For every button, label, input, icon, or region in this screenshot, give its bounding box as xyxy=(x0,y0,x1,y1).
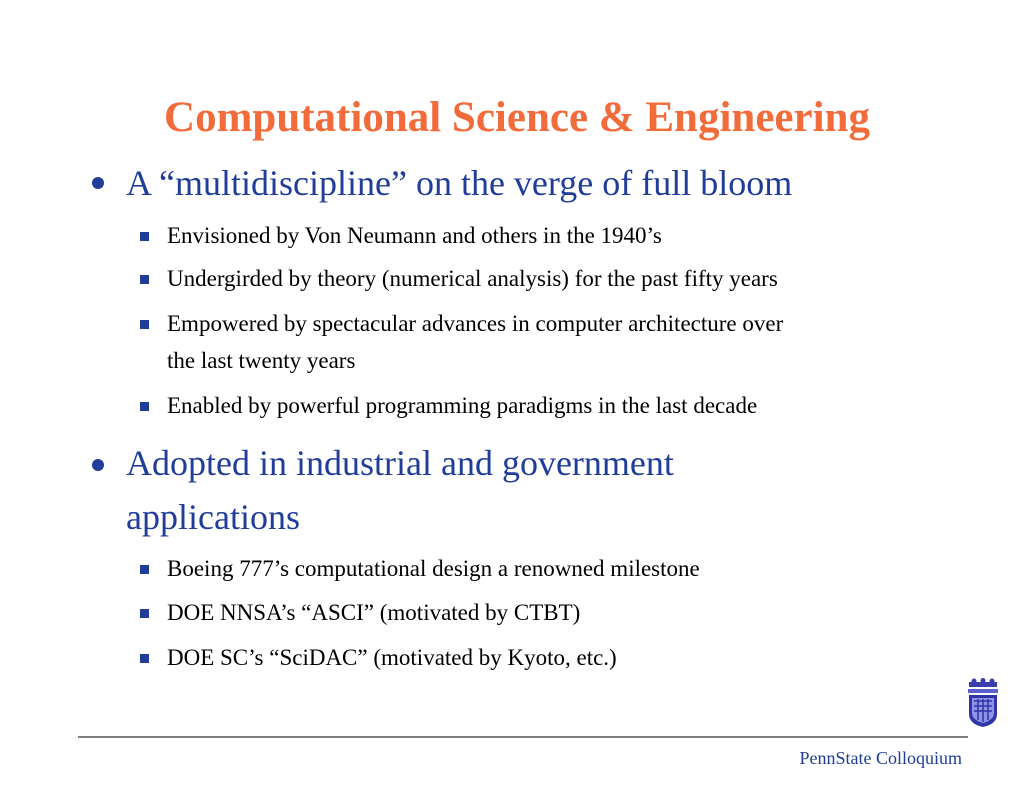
bullet-dot-icon xyxy=(92,459,104,471)
square-bullet-icon xyxy=(140,654,149,663)
sub-point-1-1: Envisioned by Von Neumann and others in the 1940’s xyxy=(167,223,662,248)
sub-point-2-3: DOE SC’s “SciDAC” (motivated by Kyoto, etc.) xyxy=(167,645,617,670)
sub-point-2-2: DOE NNSA’s “ASCI” (motivated by CTBT) xyxy=(167,600,581,625)
square-bullet-icon xyxy=(140,320,149,329)
bullet-dot-icon xyxy=(92,177,104,189)
sub-point-1-4: Enabled by powerful programming paradigms in the last decade xyxy=(167,393,758,418)
university-shield-icon xyxy=(966,678,1000,728)
square-bullet-icon xyxy=(140,232,149,241)
square-bullet-icon xyxy=(140,609,149,618)
sub-point-1-3-continued: the last twenty years xyxy=(167,348,356,373)
slide-title: Computational Science & Engineering xyxy=(164,94,870,141)
bullet-point-2: Adopted in industrial and government xyxy=(126,443,674,483)
sub-point-1-3: Empowered by spectacular advances in computer architecture over xyxy=(167,311,784,336)
footer-label: PennState Colloquium xyxy=(799,748,962,768)
bullet-point-2-continued: applications xyxy=(126,497,300,537)
sub-point-2-1: Boeing 777’s computational design a renowned milestone xyxy=(167,556,700,581)
sub-point-1-2: Undergirded by theory (numerical analysis) for the past fifty years xyxy=(167,266,778,291)
square-bullet-icon xyxy=(140,402,149,411)
square-bullet-icon xyxy=(140,565,149,574)
bullet-point-1: A “multidiscipline” on the verge of full bloom xyxy=(126,163,793,203)
square-bullet-icon xyxy=(140,275,149,284)
footer-divider xyxy=(78,736,968,738)
